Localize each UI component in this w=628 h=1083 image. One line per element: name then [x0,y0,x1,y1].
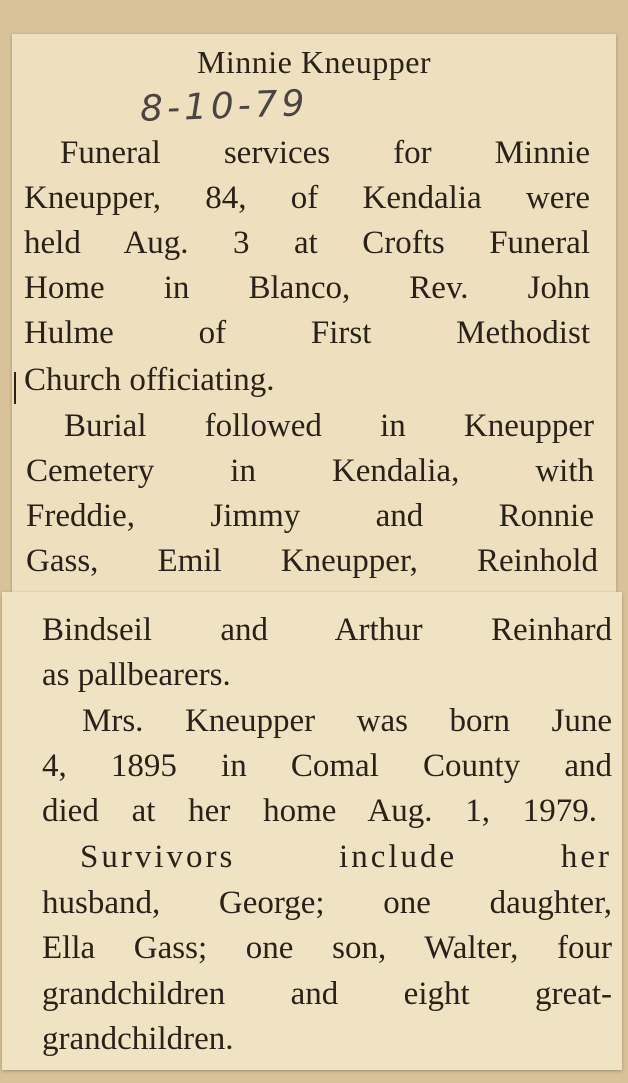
text-line: grandchildren and eight great- [42,976,612,1012]
obituary-headline: Minnie Kneupper [196,44,432,80]
text-line: Bindseil and Arthur Reinhard [42,612,612,648]
text-line: Funeral services for Minnie [60,135,590,171]
text-line: Burial followed in Kneupper [64,408,594,444]
text-line: died at her home Aug. 1, 1979. [42,793,597,829]
text-line: Church officiating. [24,362,275,398]
text-line: Cemetery in Kendalia, with [26,453,594,489]
handwritten-date: 8-10-79 [139,83,310,130]
text-line: Freddie, Jimmy and Ronnie [26,498,594,534]
margin-mark [14,372,16,404]
text-line: Kneupper, 84, of Kendalia were [24,180,590,216]
text-line: 4, 1895 in Comal County and [42,748,612,784]
text-line: Home in Blanco, Rev. John [24,270,590,306]
text-line: Ella Gass; one son, Walter, four [42,930,612,966]
text-line: held Aug. 3 at Crofts Funeral [24,225,590,261]
text-line: husband, George; one daughter, [42,885,612,921]
text-line: grandchildren. [42,1021,234,1057]
text-line: as pallbearers. [42,657,231,693]
text-line: Gass, Emil Kneupper, Reinhold [26,543,598,579]
text-line: Hulme of First Methodist [24,315,590,351]
text-line: Survivors include her [80,839,612,875]
text-line: Mrs. Kneupper was born June [82,703,612,739]
